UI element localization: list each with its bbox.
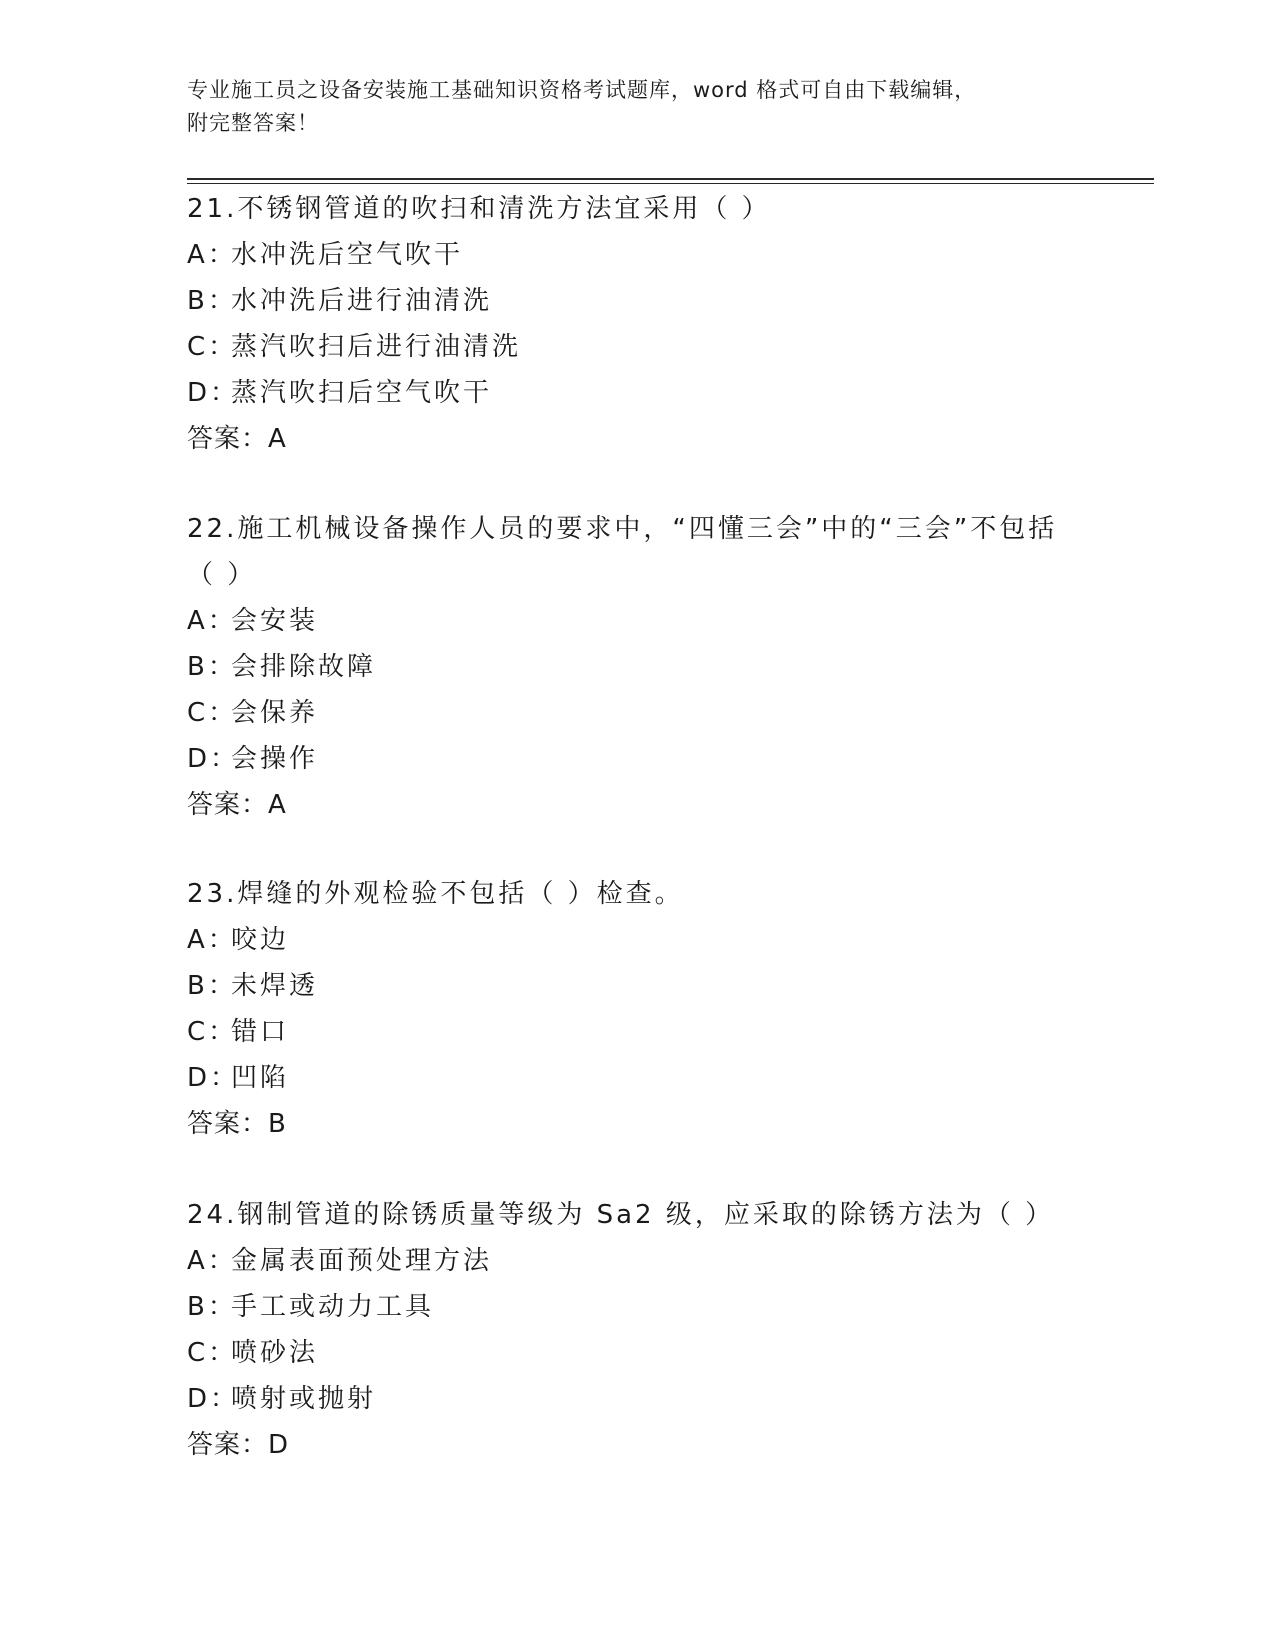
option-key: B： — [187, 652, 237, 682]
option-text: 会安装 — [231, 606, 319, 636]
option-key: D： — [187, 744, 240, 774]
option-text: 凹陷 — [231, 1063, 290, 1093]
option-text: 蒸汽吹扫后进行油清洗 — [231, 332, 522, 362]
option-c — [187, 1330, 1087, 1376]
option-text: 会排除故障 — [231, 652, 377, 682]
question-22 — [187, 506, 1087, 828]
question-24 — [187, 1192, 1087, 1468]
option-text: 喷砂法 — [231, 1338, 319, 1368]
option-d — [187, 1376, 1087, 1422]
question-stem: 23.焊缝的外观检验不包括（ ）检查。 — [187, 879, 684, 909]
option-c — [187, 1009, 1087, 1055]
option-d — [187, 736, 1087, 782]
option-key: D： — [187, 378, 240, 408]
option-text: 水冲洗后进行油清洗 — [231, 286, 493, 316]
option-a — [187, 1238, 1087, 1284]
option-key: C： — [187, 698, 238, 728]
option-a — [187, 232, 1087, 278]
header-divider — [187, 178, 1154, 184]
option-key: A： — [187, 606, 237, 636]
option-text: 未焊透 — [231, 971, 319, 1001]
option-a — [187, 917, 1087, 963]
option-key: B： — [187, 286, 237, 316]
question-23 — [187, 871, 1087, 1147]
question-21 — [187, 186, 1087, 462]
option-key: B： — [187, 971, 237, 1001]
question-stem: 21.不锈钢管道的吹扫和清洗方法宜采用（ ） — [187, 194, 771, 224]
option-key: B： — [187, 1292, 237, 1322]
option-key: C： — [187, 332, 238, 362]
answer-line: 答案：A — [187, 790, 287, 820]
option-key: D： — [187, 1063, 240, 1093]
option-b — [187, 278, 1087, 324]
option-text: 咬边 — [231, 925, 290, 955]
question-stem: 24.钢制管道的除锈质量等级为 Sa2 级，应采取的除锈方法为（ ） — [187, 1200, 1055, 1230]
document-header — [187, 74, 1087, 140]
answer-line: 答案：D — [187, 1430, 290, 1460]
option-key: D： — [187, 1384, 240, 1414]
option-text: 手工或动力工具 — [231, 1292, 435, 1322]
option-text: 会操作 — [231, 744, 319, 774]
option-key: C： — [187, 1338, 238, 1368]
answer-line: 答案：A — [187, 424, 287, 454]
option-c — [187, 690, 1087, 736]
option-d — [187, 1055, 1087, 1101]
option-text: 水冲洗后空气吹干 — [231, 240, 464, 270]
option-b — [187, 963, 1087, 1009]
option-text: 蒸汽吹扫后空气吹干 — [231, 378, 493, 408]
question-stem: 22.施工机械设备操作人员的要求中，“四懂三会”中的“三会”不包括（ ） — [187, 514, 1058, 590]
option-text: 会保养 — [231, 698, 319, 728]
option-key: C： — [187, 1017, 238, 1047]
option-b — [187, 1284, 1087, 1330]
header-line-2: 附完整答案！ — [187, 111, 319, 135]
option-b — [187, 644, 1087, 690]
option-key: A： — [187, 240, 237, 270]
option-c — [187, 324, 1087, 370]
option-text: 喷射或抛射 — [231, 1384, 377, 1414]
option-text: 金属表面预处理方法 — [231, 1246, 493, 1276]
header-line-1: 专业施工员之设备安装施工基础知识资格考试题库，word 格式可自由下载编辑， — [187, 78, 977, 102]
option-key: A： — [187, 925, 237, 955]
option-a — [187, 598, 1087, 644]
option-d — [187, 370, 1087, 416]
option-key: A： — [187, 1246, 237, 1276]
answer-line: 答案：B — [187, 1109, 287, 1139]
option-text: 错口 — [231, 1017, 290, 1047]
